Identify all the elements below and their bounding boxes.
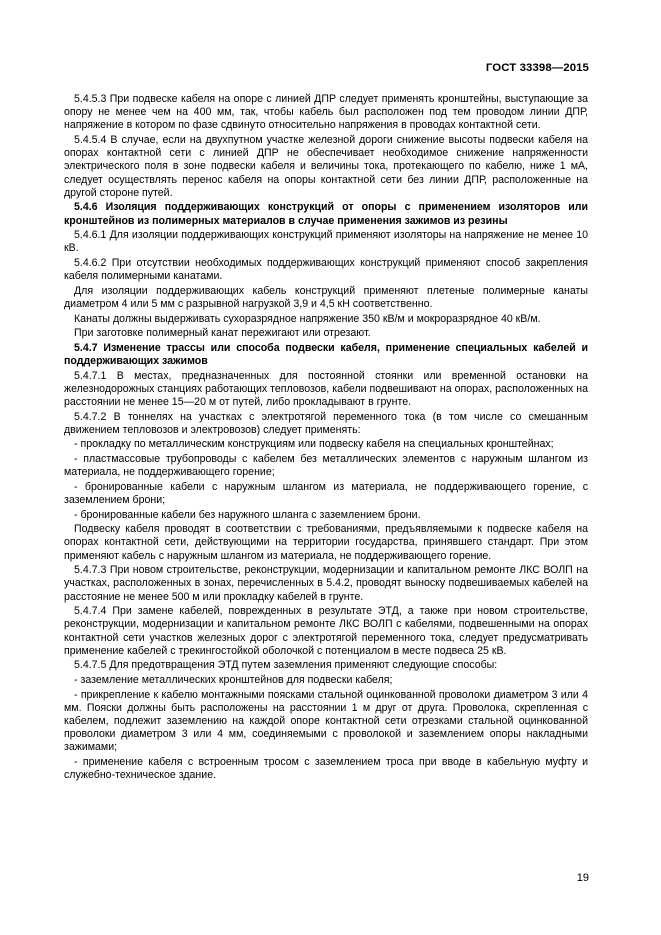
paragraph-rope-cutting: При заготовке полимерный канат пережигают или отрезают. <box>74 327 371 340</box>
clause-5-4-5-3: 5.4.5.3 При подвеске кабеля на опоре с линией ДПР следует применять кронштейны, выступающие за опору не менее чем на 400 мм, так, чтобы кабель был расположен под тем проводом линии ДПР, напряжение в котором по фазе сдвинуто относительно напряжения в проводах контактной сети. <box>64 93 588 132</box>
document-body <box>64 93 588 784</box>
clause-5-4-7-2: 5.4.7.2 В тоннелях на участках с электротягой переменного тока (в том числе со смешанным движением тепловозов и электровозов) следует применять: <box>64 410 588 436</box>
list-item: - бронированные кабели без наружного шланга с заземлением брони. <box>74 508 421 521</box>
paragraph-polymer-ropes: Для изоляции поддерживающих кабель конструкций применяют плетеные полимерные канаты диаметром 4 или 5 мм с разрывной нагрузкой 3,9 и 4,5 кН соответственно. <box>64 284 588 310</box>
document-standard-id: ГОСТ 33398—2015 <box>485 62 589 74</box>
clause-5-4-7-3: 5.4.7.3 При новом строительстве, реконструкции, модернизации и капитальном ремонте ЛКС ВОЛП на участках, расположенных в зонах, перечисленных в 5.4.2, проводят выноску подвешиваемых кабелей на расстояние не менее 500 м или прокладку кабелей в грунте. <box>64 564 588 603</box>
clause-5-4-7-4: 5.4.7.4 При замене кабелей, поврежденных в результате ЭТД, а также при новом строительстве, реконструкции, модернизации и капитальном ремонте ЛКС ВОЛП с кабелями, подвешенными на опорах контактной сети участков железных дорог с электротягой переменного тока, следует предусматривать применение кабелей с трекингостойкой оболочкой с потенциалом в месте подвеса 25 кВ. <box>64 605 588 657</box>
clause-5-4-7-1: 5.4.7.1 В местах, предназначенных для постоянной стоянки или временной остановки на железнодорожных станциях работающих тепловозов, кабели подвешивают на опорах, расположенных на расстоянии не менее 15—20 м от путей, либо прокладывают в грунте. <box>64 369 588 408</box>
clause-5-4-7-5: 5.4.7.5 Для предотвращения ЭТД путем заземления применяют следующие способы: <box>74 659 498 672</box>
clause-5-4-5-4: 5.4.5.4 В случае, если на двухпутном участке железной дороги снижение высоты подвески кабеля на опорах контактной сети с линией ДПР не обеспечивает необходимое снижение напряженности электрического поля в зоне подвески кабеля и величины тока, протекающего по кабелю, ниже 1 мА, следует осуществлять перенос кабеля на опоры контактной сети без линии ДПР, расположенные на другой стороне путей. <box>64 134 588 199</box>
clause-5-4-6-2: 5.4.6.2 При отсутствии необходимых поддерживающих конструкций применяют способ закрепления кабеля полимерными канатами. <box>64 257 588 283</box>
list-item: - бронированные кабели с наружным шлангом из материала, не поддерживающего горение, с заземлением брони; <box>64 480 588 506</box>
list-item: - прикрепление к кабелю монтажными поясками стальной оцинкованной проволоки диаметром 3 или 4 мм. Пояски должны быть расположены на расстоянии 1 м друг от друга. Проволока, скрепленная с кабелем, подлежит заземлению на каждой опоре контактной сети отрезками стальной оцинкованной проволоки диаметром 3 или 4 мм, соединяемыми с проволокой и заземлением опоры накладными зажимами; <box>64 688 588 754</box>
section-heading-5-4-6: 5.4.6 Изоляция поддерживающих конструкций от опоры с применением изоляторов или кронштейнов из полимерных материалов в случае применения зажимов из резины <box>64 201 588 227</box>
paragraph-suspension-requirements: Подвеску кабеля проводят в соответствии с требованиями, предъявляемыми к подвеске кабеля на опорах контактной сети, действующими на территории государства, принявшего стандарт. При этом применяют кабель с наружным шлангом из материала, не поддерживающего горение. <box>64 523 588 562</box>
section-heading-5-4-7: 5.4.7 Изменение трассы или способа подвески кабеля, применение специальных кабелей и поддерживающих зажимов <box>64 341 588 367</box>
page-number: 19 <box>576 872 589 884</box>
list-item: - заземление металлических кронштейнов для подвески кабеля; <box>74 673 393 686</box>
list-item: - применение кабеля с встроенным тросом с заземлением троса при вводе в кабельную муфту и служебно-техническое здание. <box>64 755 588 782</box>
list-item: - пластмассовые трубопроводы с кабелем без металлических элементов с наружным шлангом из материала, не поддерживающего горение; <box>64 452 588 479</box>
list-item: - прокладку по металлическим конструкциям или подвеску кабеля на специальных кронштейнах; <box>74 438 554 451</box>
paragraph-rope-voltage: Канаты должны выдерживать сухоразрядное напряжение 350 кВ/м и мокроразрядное 40 кВ/м. <box>74 312 541 325</box>
clause-5-4-6-1: 5.4.6.1 Для изоляции поддерживающих конструкций применяют изоляторы на напряжение не менее 10 кВ. <box>64 229 588 255</box>
